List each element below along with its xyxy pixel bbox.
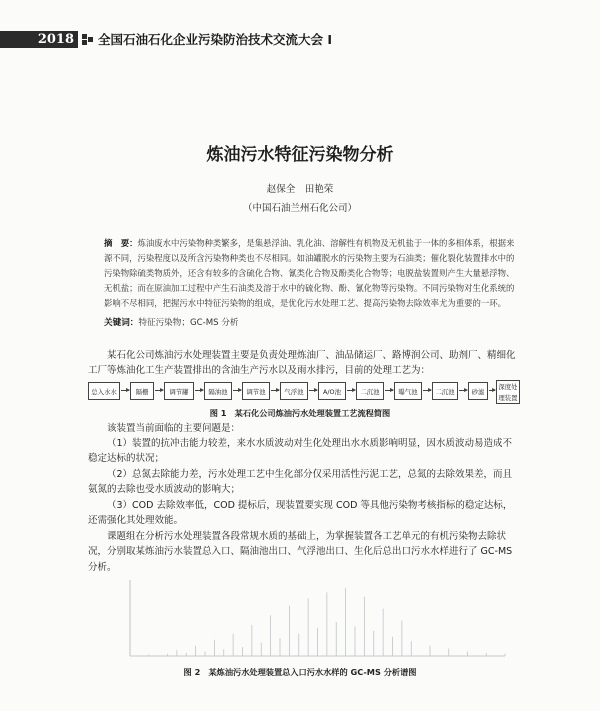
flow-arrow	[459, 390, 467, 391]
flow-step: 总入水水	[88, 382, 120, 400]
chart-peaks	[130, 588, 505, 656]
header-year: 2018	[0, 31, 78, 48]
flow-arrow	[271, 390, 279, 391]
flow-arrow	[423, 390, 431, 391]
process-flow-diagram	[88, 380, 520, 404]
body-paragraph-3: （1）装置的抗冲击能力较差，来水水质波动对生化处理出水水质影响明显，因水质波动易造成不稳定达标的状况；	[88, 438, 513, 465]
body-paragraph-1: 某石化公司炼油污水处理装置主要是负责处理炼油厂、油品储运厂、路博润公司、助剂厂、精细化工厂等炼油化工生产装置排出的含油生产污水以及雨水排污，目前的处理工艺为：	[88, 350, 516, 377]
figure-2-caption: 图 2 某炼油污水处理装置总入口污水水样的 GC-MS 分析谱图	[183, 667, 417, 677]
body-paragraph-2: 该装置当前面临的主要问题是：	[107, 423, 241, 434]
flow-step: 调节池	[242, 382, 270, 400]
header-conference: 全国石油石化企业污染防治技术交流大会 I	[98, 32, 333, 47]
header-logo-icon	[82, 34, 93, 45]
flow-step: 二沉池	[432, 382, 458, 400]
flow-arrow	[195, 390, 203, 391]
keywords-label: 关键词：	[104, 318, 139, 328]
flow-arrow	[347, 390, 355, 391]
abstract-label: 摘 要：	[104, 238, 138, 248]
keywords	[104, 316, 520, 328]
flow-step: 二沉池	[356, 382, 384, 400]
body-paragraph-4: （2）总氮去除能力差，污水处理工艺中生化部分仅采用活性污泥工艺，总氮的去除效果差，而且氨氮的去除也受水质波动的影响大；	[88, 469, 513, 496]
flow-step: 隔油池	[204, 382, 232, 400]
flow-arrow	[121, 390, 129, 391]
flow-arrow	[155, 390, 163, 391]
flow-arrow	[309, 390, 317, 391]
flow-step: 深度处理装置	[496, 380, 520, 404]
flow-step: 砂滤	[468, 382, 488, 400]
gcms-chromatogram	[110, 576, 510, 662]
flow-step: 调节罐	[164, 382, 194, 400]
abstract	[104, 236, 520, 311]
flow-step: 曝气池	[394, 382, 422, 400]
flow-step: 气浮池	[280, 382, 308, 400]
paper-affiliation: （中国石油兰州石化公司）	[242, 203, 357, 214]
abstract-text: 炼油废水中污染物种类繁多，是集悬浮油、乳化油、溶解性有机物及无机盐于一体的多相体系，根据来源不同，污染程度以及所含污染物种类也不尽相同。如油罐脱水的污染物主要为石油类；催化裂化装置排水中的污染物除硫类物质外，还含有较多的含硫化合物、氰类化合物及酚类化合物等；电脱盐装置则产生大量悬浮物、无机盐；而在原油加工过程中产生石油类及溶于水中的硫化物、酚、氰化物等污染物。不同污染物对生化系统的影响不尽相同，把握污水中特征污染物的组成，是优化污水处理工艺、提高污染物去除效率尤为重要的一环。	[104, 238, 515, 308]
paper-authors: 赵保全 田艳荣	[266, 184, 334, 195]
flow-arrow	[233, 390, 241, 391]
running-header	[0, 31, 600, 48]
flow-step: A/O池	[318, 382, 346, 400]
paper-title: 炼油污水特征污染物分析	[206, 145, 394, 165]
keywords-text: 特征污染物；GC-MS 分析	[138, 318, 239, 328]
flow-arrow	[489, 390, 495, 391]
body-paragraph-5: （3）COD 去除效率低，COD 提标后，现装置要实现 COD 等具他污染物考核指标的稳定达标，还需强化其处理效能。	[88, 500, 513, 527]
flow-step: 隔栅	[130, 382, 154, 400]
body-paragraph-6: 课题组在分析污水处理装置各段常规水质的基础上，为掌握装置各工艺单元的有机污染物去除状况，分别取某炼油污水装置总入口、隔油池出口、气浮池出口、生化后总出口污水水样进行了 GC-MS 分析。	[88, 531, 513, 573]
flow-arrow	[385, 390, 393, 391]
figure-1-caption: 图 1 某石化公司炼油污水处理装置工艺流程简图	[209, 408, 391, 418]
